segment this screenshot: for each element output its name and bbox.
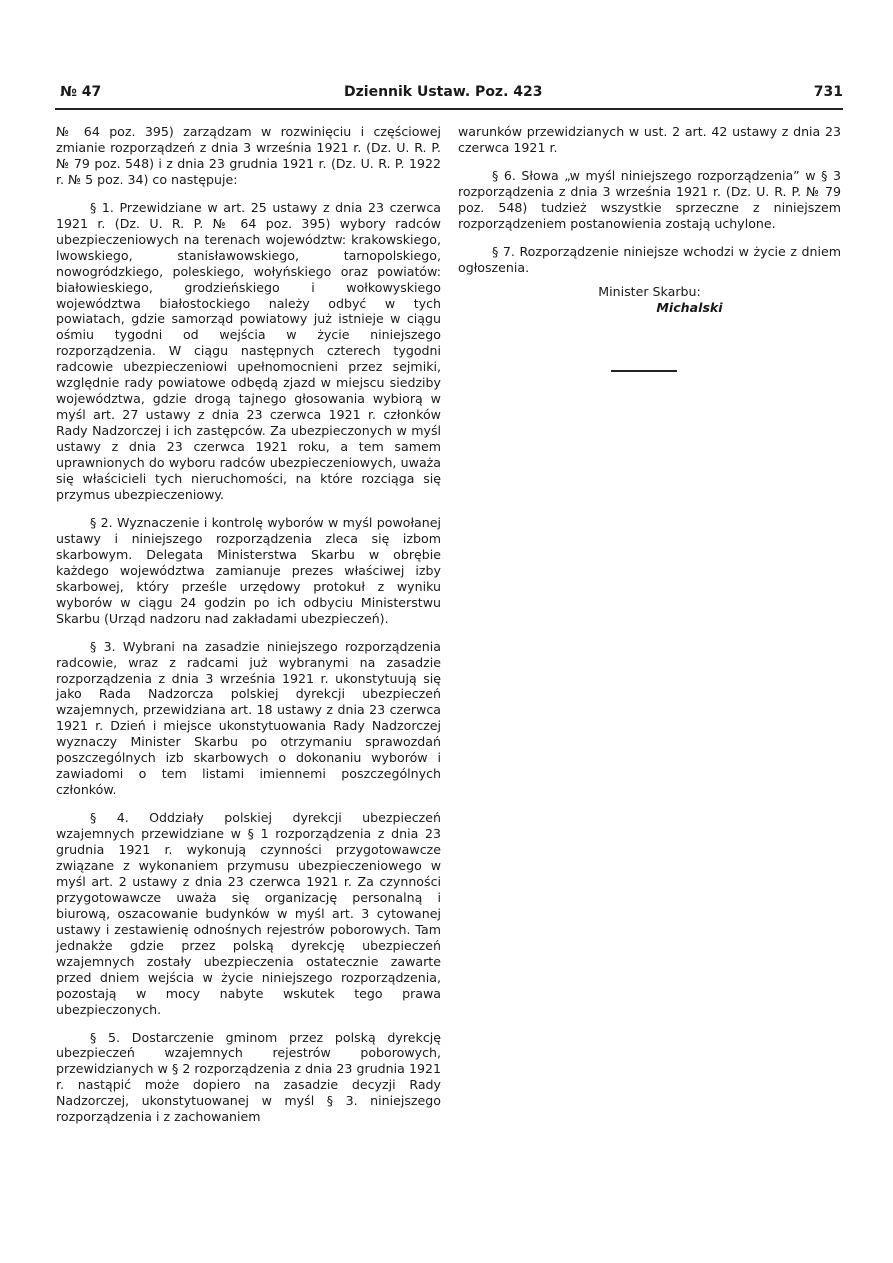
continuation-paragraph: warunków przewidzianych w ust. 2 art. 42 ustawy z dnia 23 czerwca 1921 r. [458, 124, 841, 155]
signature-title: Minister Skarbu: [598, 283, 701, 299]
left-column [56, 124, 441, 1125]
section-4: § 4. Oddziały polskiej dyrekcji ubezpieczeń wzajemnych przewidziane w § 1 rozporządzenia z dnia 23 grudnia 1921 r. wykonują czynności przygotowawcze związane z wykonaniem przymusu ubezpieczeniowego w myśl art. 2 ustawy z dnia 23 czerwca 1921 r. Za czynności przygotowawcze uważa się organizację personalną i biurową, oszacowanie budynków w myśl art. 3 cytowanej ustawy i zestawienię odnośnych rejestrów poborowych. Tam jednakże gdzie przez polską dyrekcję ubezpieczeń wzajemnych zostały ubezpieczenia ostatecznie zawarte przed dniem wejścia w życie niniejszego rozporządzenia, pozostają w mocy nabyte wskutek tego prawa ubezpieczonych. [56, 810, 441, 1017]
section-5: § 5. Dostarczenie gminom przez polską dyrekcję ubezpieczeń wzajemnych rejestrów poborowych, przewidzianych w § 2 rozporządzenia z dnia 23 grudnia 1921 r. nastąpić może dopiero na zasadzie decyzji Rady Nadzorczej, ukonstytuowanej w myśl § 3. niniejszego rozporządzenia i z zachowaniem [56, 1029, 441, 1125]
section-3: § 3. Wybrani na zasadzie niniejszego rozporządzenia radcowie, wraz z radcami już wybranymi na zasadzie rozporządzenia z dnia 3 września 1921 r. ukonstytuują się jako Rada Nadzorcza polskiej dyrekcji ubezpieczeń wzajemnych, przewidziana art. 18 ustawy z dnia 23 czerwca 1921 r. Dzień i miejsce ukonstytuowania Rady Nadzorczej wyznaczy Minister Skarbu po otrzymaniu sprawozdań poszczególnych izb skarbowych o dokonaniu wyborów i zawiadomi o tem listami imiennemi poszczególnych członków. [56, 638, 441, 798]
page-number: 731 [813, 84, 843, 100]
signature-block [458, 284, 841, 316]
intro-paragraph: № 64 poz. 395) zarządzam w rozwinięciu i częściowej zmianie rozporządzeń z dnia 3 września 1921 r. (Dz. U. R. P. № 79 poz. 548) i z dnia 23 grudnia 1921 r. (Dz. U. R. P. 1922 r. № 5 poz. 34) co następuje: [56, 124, 441, 187]
issue-number: № 47 [60, 84, 102, 100]
journal-title: Dziennik Ustaw. Poz. 423 [344, 84, 543, 100]
header-rule [55, 108, 843, 110]
right-column [458, 124, 841, 316]
end-rule [611, 370, 677, 372]
signature-name: Michalski [656, 299, 723, 315]
section-6: § 6. Słowa „w myśl niniejszego rozporządzenia” w § 3 rozporządzenia z dnia 3 września 1921 r. (Dz. U. R. P. № 79 poz. 548) tudzież wszystkie sprzeczne z niniejszem rozporządzeniem postanowienia zostają uchylone. [458, 167, 841, 231]
section-7: § 7. Rozporządzenie niniejsze wchodzi w życie z dniem ogłoszenia. [458, 243, 841, 275]
page-header [52, 84, 843, 106]
section-1: § 1. Przewidziane w art. 25 ustawy z dnia 23 czerwca 1921 r. (Dz. U. R. P. № 64 poz. 395) wybory radców ubezpieczeniowych na terenach województw: krakowskiego, lwowskiego, stanisławowskiego, tarnopolskiego, nowogródzkiego, poleskiego, wołyńskiego oraz powiatów: białowieskiego, grodzieńskiego i wołkowyskiego województwa białostockiego należy odbyć w tych powiatach, gdzie samorząd powiatowy już istnieje w ciągu ośmiu tygodni od wejścia w życie niniejszego rozporządzenia. W ciągu następnych czterech tygodni radcowie ubezpieczeniowi upełnomocnieni przez sejmiki, względnie rady powiatowe odbędą zjazd w miejscu siedziby województwa, gdzie drogą tajnego głosowania wybiorą w myśl art. 27 ustawy z dnia 23 czerwca 1921 r. członków Rady Nadzorczej i ich zastępców. Za ubezpieczonych w myśl ustawy z dnia 23 czerwca 1921 roku, a tem samem uprawnionych do wyboru radców ubezpieczeniowych, uważa się właścicieli tych nieruchomości, na które rozciąga się przymus ubezpieczeniowy. [56, 199, 441, 502]
section-2: § 2. Wyznaczenie i kontrolę wyborów w myśl powołanej ustawy i niniejszego rozporządzenia zleca się izbom skarbowym. Delegata Ministerstwa Skarbu w obrębie każdego województwa zamianuje prezes właściwej izby skarbowej, który prześle urzędowy protokuł z wyniku wyborów w ciągu 24 godzin po ich odbyciu Ministerstwu Skarbu (Urząd nadzoru nad zakładami ubezpieczeń). [56, 514, 441, 626]
